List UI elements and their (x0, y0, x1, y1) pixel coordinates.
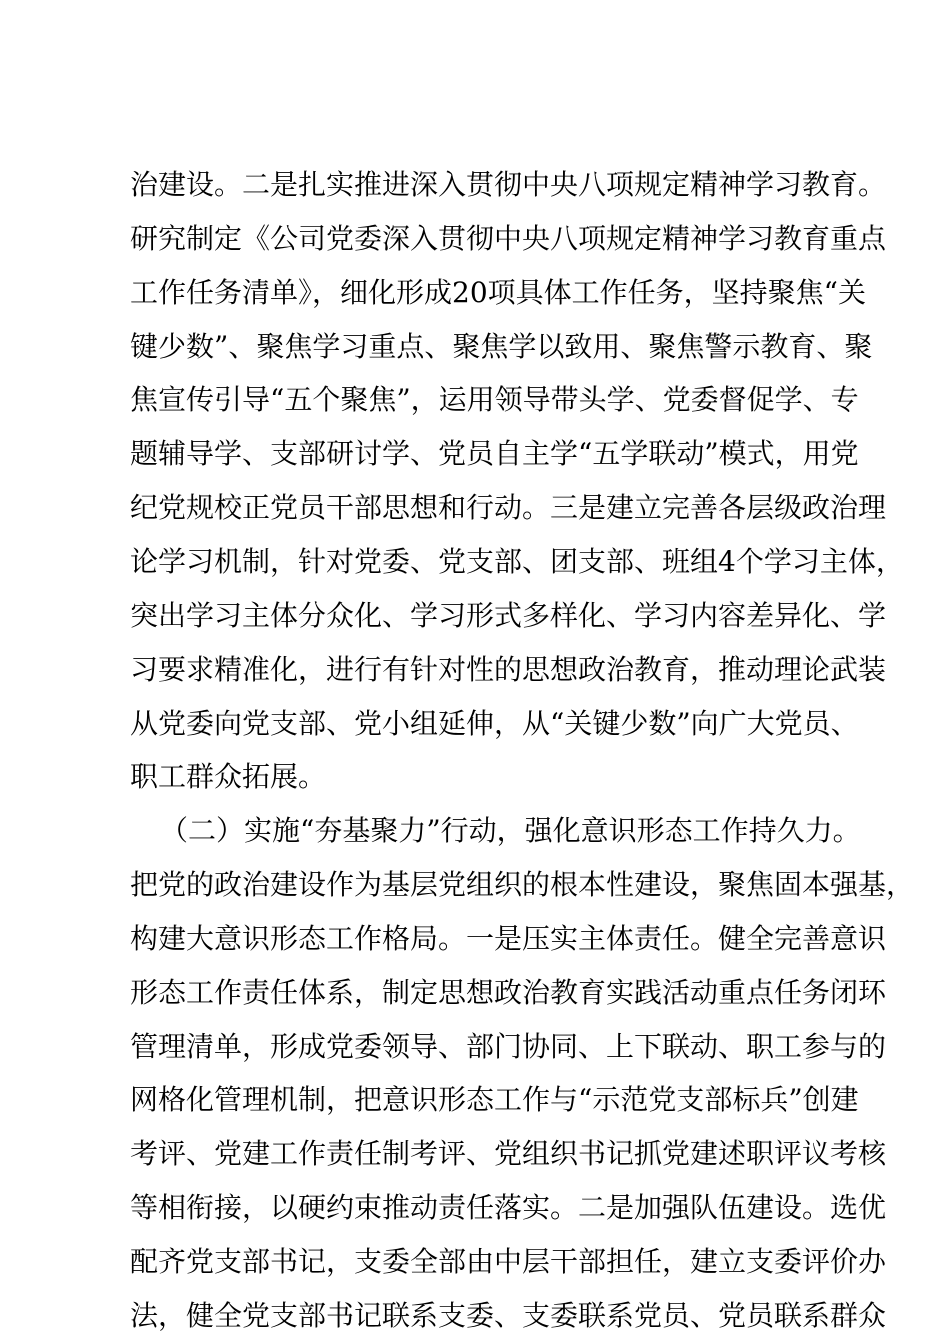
text-line: 题辅导学、支部研讨学、党员自主学“五学联动”模式，用党 (130, 437, 859, 471)
text-line: 等相衔接，以硬约束推动责任落实。二是加强队伍建设。选优 (130, 1191, 887, 1225)
section-heading: （二）实施“夯基聚力”行动，强化意识形态工作持久力。 (160, 814, 861, 848)
text-line: 配齐党支部书记，支委全部由中层干部担任，建立支委评价办 (130, 1245, 887, 1278)
text-line: 考评、党建工作责任制考评、党组织书记抓党建述职评议考核 (130, 1137, 887, 1171)
text-line: 网格化管理机制，把意识形态工作与“示范党支部标兵”创建 (130, 1083, 859, 1117)
text-line: 纪党规校正党员干部思想和行动。三是建立完善各层级政治理 (130, 491, 887, 525)
text-line: 职工群众拓展。 (130, 760, 327, 794)
text-line: 焦宣传引导“五个聚焦”，运用领导带头学、党委督促学、专 (130, 383, 859, 417)
text-line: 研究制定《公司党委深入贯彻中央八项规定精神学习教育重点 (130, 221, 887, 255)
text-line: 论学习机制，针对党委、党支部、团支部、班组4个学习主体， (130, 544, 904, 578)
text-line: 把党的政治建设作为基层党组织的根本性建设，聚焦固本强基， (130, 868, 915, 902)
text-line: 工作任务清单》，细化形成20项具体工作任务，坚持聚焦“关 (130, 275, 866, 309)
text-line: 突出学习主体分众化、学习形式多样化、学习内容差异化、学 (130, 598, 887, 632)
text-line: 管理清单，形成党委领导、部门协同、上下联动、职工参与的 (130, 1029, 887, 1063)
text-line: 从党委向党支部、党小组延伸，从“关键少数”向广大党员、 (130, 706, 859, 740)
text-line: 形态工作责任体系，制定思想政治教育实践活动重点任务闭环 (130, 975, 887, 1009)
text-line: 治建设。二是扎实推进深入贯彻中央八项规定精神学习教育。 (130, 168, 887, 201)
text-line: 键少数”、聚焦学习重点、聚焦学以致用、聚焦警示教育、聚 (130, 329, 873, 363)
text-line: 构建大意识形态工作格局。一是压实主体责任。健全完善意识 (130, 921, 887, 955)
text-line: 法，健全党支部书记联系支委、支委联系党员、党员联系群众 (130, 1298, 887, 1332)
text-line: 习要求精准化，进行有针对性的思想政治教育，推动理论武装 (130, 652, 887, 686)
